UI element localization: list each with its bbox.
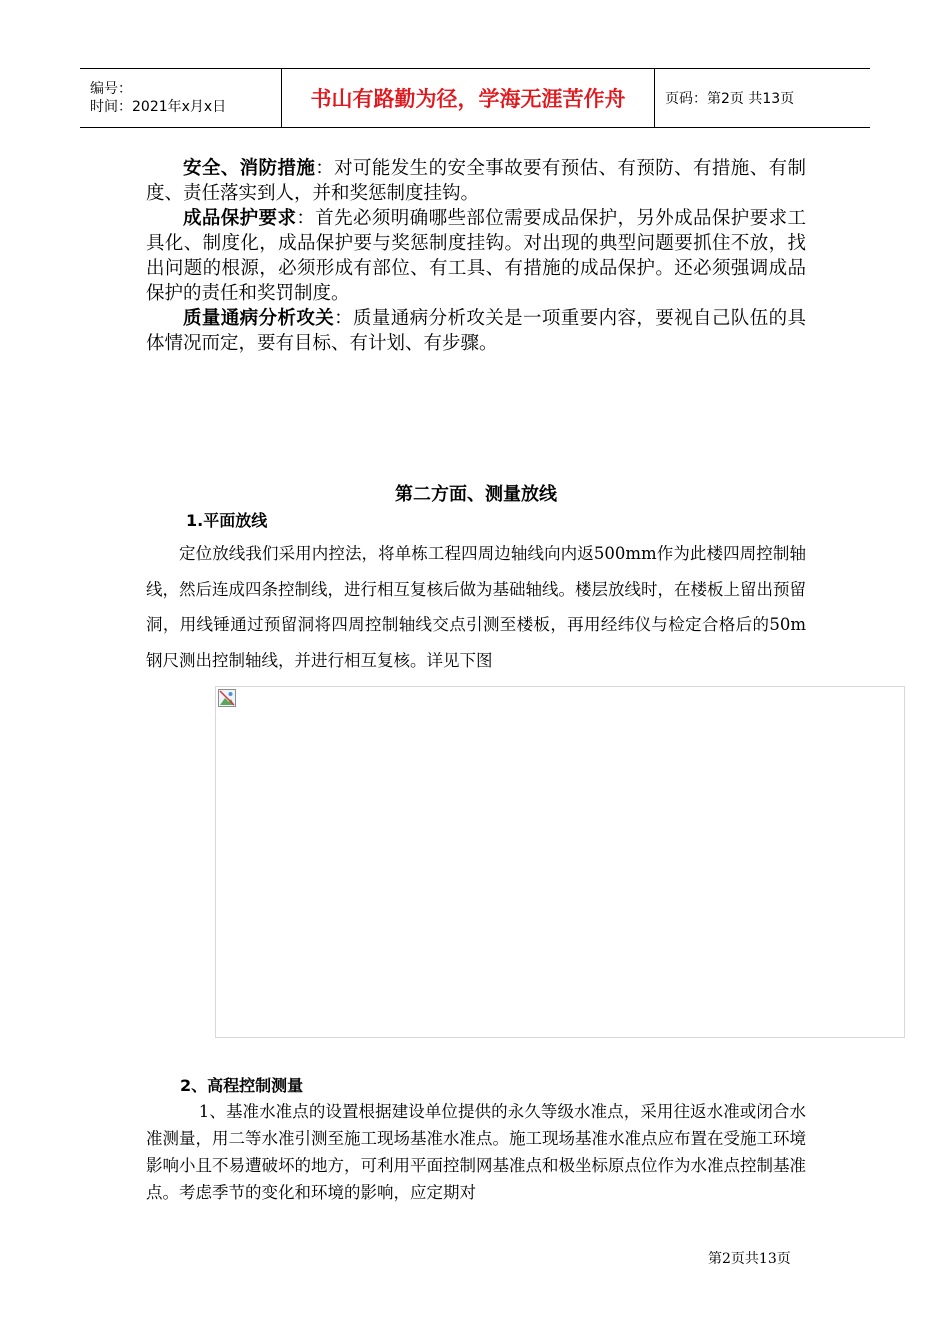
paragraph-body: ：对可能发生的安全事故要有预估、有预防、有措施、有制度、责任落实到人，并和奖惩制度挂钩。 — [146, 158, 806, 204]
paragraph-title: 成品保护要求 — [183, 208, 297, 229]
paragraph-safety — [146, 156, 806, 206]
header-page-label: 页码：第2页 共13页 — [665, 91, 795, 107]
broken-image-icon — [218, 689, 236, 707]
paragraph-elevation-control: 1、基准水准点的设置根据建设单位提供的永久等级水准点，采用往返水准或闭合水准测量，用二等水准引测至施工现场基准水准点。施工现场基准水准点应布置在受施工环境影响小且不易遭破坏的地方，可利用平面控制网基准点和极坐标原点位作为水准点控制基准点。考虑季节的变化和环境的影响，应定期对 — [146, 1102, 806, 1202]
paragraph-quality-issues — [146, 306, 806, 356]
header-motto: 书山有路勤为径，学海无涯苦作舟 — [282, 69, 655, 127]
paragraph-body: ：质量通病分析攻关是一项重要内容，要视自己队伍的具体情况而定，要有目标、有计划、有步骤。 — [146, 308, 806, 354]
document-number-label: 编号： — [90, 81, 132, 97]
paragraph-title: 安全、消防措施 — [183, 158, 316, 179]
section-title: 第二方面、测量放线 — [395, 484, 557, 505]
paragraph-plane-layout: 定位放线我们采用内控法，将单栋工程四周边轴线向内返500mm作为此楼四周控制轴线，然后连成四条控制线，进行相互复核后做为基础轴线。楼层放线时，在楼板上留出预留洞，用线锤通过预留洞将四周控制轴线交点引测至楼板，再用经纬仪与检定合格后的50m钢尺测出控制轴线，并进行相互复核。详见下图 — [146, 544, 806, 670]
subheading-elevation-control: 2、高程控制测量 — [180, 1076, 304, 1095]
paragraph-body: ：首先必须明确哪些部位需要成品保护，另外成品保护要求工具化、制度化，成品保护要与奖惩制度挂钩。对出现的典型问题要抓住不放，找出问题的根源，必须形成有部位、有工具、有措施的成品保护。还必须强调成品保护的责任和奖罚制度。 — [146, 208, 806, 304]
header-meta — [80, 69, 282, 127]
page-footer: 第2页共13页 — [708, 1251, 791, 1267]
paragraph-product-protection — [146, 206, 806, 306]
figure-placeholder — [215, 686, 905, 1038]
document-time-label: 时间：2021年x月x日 — [90, 99, 227, 115]
page-header — [80, 68, 870, 128]
subheading-plane-layout: 1.平面放线 — [186, 511, 268, 530]
paragraph-title: 质量通病分析攻关 — [183, 308, 335, 329]
